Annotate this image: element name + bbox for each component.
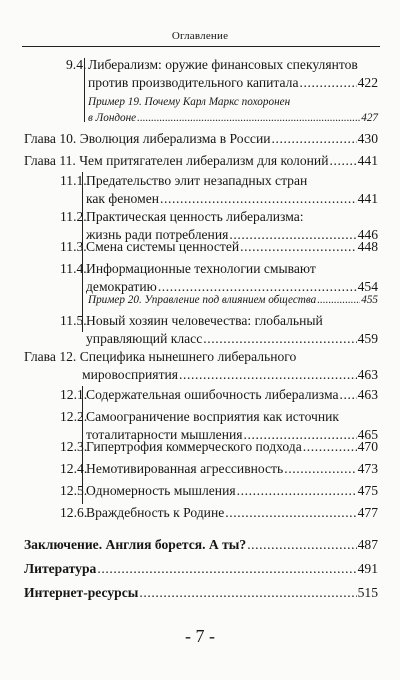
page-ref: 477 — [357, 505, 378, 520]
entry-number: 12.1. — [60, 387, 88, 402]
running-title: Оглавление — [171, 30, 229, 42]
page-ref: 459 — [357, 330, 378, 346]
entry-number: 12.2. — [60, 409, 88, 424]
toc-literature[interactable] — [24, 560, 378, 578]
entry-title-line2: демократию — [86, 278, 157, 294]
entry-title-line1: Практическая ценность либерализма: — [86, 209, 304, 224]
chapter-title-line1: Глава 12. Специфика нынешнего либерального — [24, 349, 297, 364]
toc-entry-12-6[interactable] — [60, 504, 378, 522]
entry-number: 11.4. — [60, 261, 87, 276]
page-ref: 455 — [361, 294, 378, 306]
dot-leader — [139, 584, 356, 602]
example-title-line1: Пример 19. Почему Карл Маркс похоронен — [88, 96, 291, 108]
entry-title-line2: жизнь ради потребления — [86, 226, 229, 242]
dot-leader — [329, 152, 356, 170]
toc-chapter-12[interactable] — [24, 348, 378, 383]
entry-title: Смена системы ценностей — [86, 239, 240, 254]
toc-entry-12-1[interactable] — [60, 386, 378, 404]
entry-number: 9.4. — [66, 57, 87, 72]
page-ref: 491 — [357, 561, 378, 576]
toc-entry-12-3[interactable] — [60, 438, 378, 456]
dot-leader — [137, 110, 360, 126]
toc-entry-9-4[interactable] — [66, 56, 378, 91]
entry-title: Враждебность к Родине — [86, 505, 225, 520]
toc-entry-11-1[interactable] — [60, 172, 378, 207]
toc-entry-12-4[interactable] — [60, 460, 378, 478]
entry-number: 12.3. — [60, 439, 88, 454]
toc-conclusion[interactable] — [24, 536, 378, 554]
entry-title-line2: как феномен — [86, 190, 159, 206]
entry-title: Немотивированная агрессивность — [86, 461, 284, 476]
entry-title-line2: против производительного капитала — [88, 74, 299, 90]
dot-leader — [203, 330, 356, 348]
section-title: Интернет-ресурсы — [24, 585, 139, 600]
dot-leader — [272, 130, 357, 148]
entry-title: Содержательная ошибочность либерализма — [86, 387, 339, 402]
dot-leader — [225, 504, 356, 522]
entry-number: 11.5. — [60, 313, 87, 328]
page-ref: 441 — [357, 153, 378, 168]
entry-title-line1: Информационные технологии смывают — [86, 261, 316, 276]
entry-title-line1: Самоограничение восприятия как источник — [86, 409, 340, 424]
dot-leader — [179, 366, 357, 384]
dot-leader — [303, 438, 357, 456]
page-number: - 7 - — [185, 626, 215, 646]
toc-entry-11-3[interactable] — [60, 238, 378, 256]
entry-number: 12.4. — [60, 461, 88, 476]
dot-leader — [97, 560, 356, 578]
entry-title-line1: Либерализм: оружие финансовых спекулянтов — [88, 57, 358, 72]
page-ref: 448 — [357, 239, 378, 254]
section-title: Заключение. Англия борется. А ты? — [24, 537, 247, 552]
example-title-line2: в Лондоне — [88, 112, 137, 124]
page-ref: 465 — [357, 426, 378, 442]
page-ref: 454 — [357, 278, 378, 294]
dot-leader — [340, 386, 357, 404]
dot-leader — [237, 482, 357, 500]
chapter-title: Глава 11. Чем притягателен либерализм для колоний — [24, 153, 329, 168]
dot-leader — [317, 292, 360, 310]
entry-number: 12.6. — [60, 505, 88, 520]
dot-leader — [240, 238, 356, 256]
page-ref: 430 — [357, 131, 378, 146]
entry-number: 11.1. — [60, 173, 87, 188]
dot-leader — [247, 536, 356, 554]
example-title: Пример 20. Управление под влиянием общества — [88, 294, 317, 306]
page-ref: 422 — [357, 74, 378, 90]
toc-entry-11-5[interactable] — [60, 312, 378, 347]
toc-chapter-11[interactable] — [24, 152, 378, 170]
toc-example-19[interactable] — [88, 94, 378, 126]
page-ref: 515 — [357, 585, 378, 600]
dot-leader — [300, 74, 357, 92]
entry-number: 11.3. — [60, 239, 87, 254]
toc-entry-11-4[interactable] — [60, 260, 378, 295]
page-ref: 475 — [357, 483, 378, 498]
toc-chapter-10[interactable] — [24, 130, 378, 148]
entry-title-line1: Предательство элит незападных стран — [86, 173, 308, 188]
entry-title: Одномерность мышления — [86, 483, 236, 498]
entry-number: 12.5. — [60, 483, 88, 498]
toc-entry-12-5[interactable] — [60, 482, 378, 500]
entry-title-line2: управляющий класс — [86, 330, 203, 346]
header-rule — [22, 46, 380, 47]
page-ref: 473 — [357, 461, 378, 476]
page-ref: 463 — [357, 366, 378, 382]
entry-title: Гипертрофия коммерческого подхода — [86, 439, 302, 454]
dot-leader — [284, 460, 356, 478]
page-ref: 427 — [361, 112, 378, 124]
dot-leader — [160, 190, 357, 208]
toc-internet-resources[interactable] — [24, 584, 378, 602]
toc-example-20[interactable] — [88, 292, 378, 310]
page-ref: 470 — [357, 439, 378, 454]
chapter-title-line2: мировосприятия — [82, 366, 179, 382]
page-ref: 441 — [357, 190, 378, 206]
page-ref: 463 — [357, 387, 378, 402]
page-ref: 446 — [357, 226, 378, 242]
entry-number: 11.2. — [60, 209, 87, 224]
entry-title-line2: тоталитарности мышления — [86, 426, 243, 442]
entry-title-line1: Новый хозяин человечества: глобальный — [86, 313, 323, 328]
chapter-title: Глава 10. Эволюция либерализма в России — [24, 131, 271, 146]
section-title: Литература — [24, 561, 97, 576]
indent-rule — [84, 58, 85, 122]
page-ref: 487 — [357, 537, 378, 552]
